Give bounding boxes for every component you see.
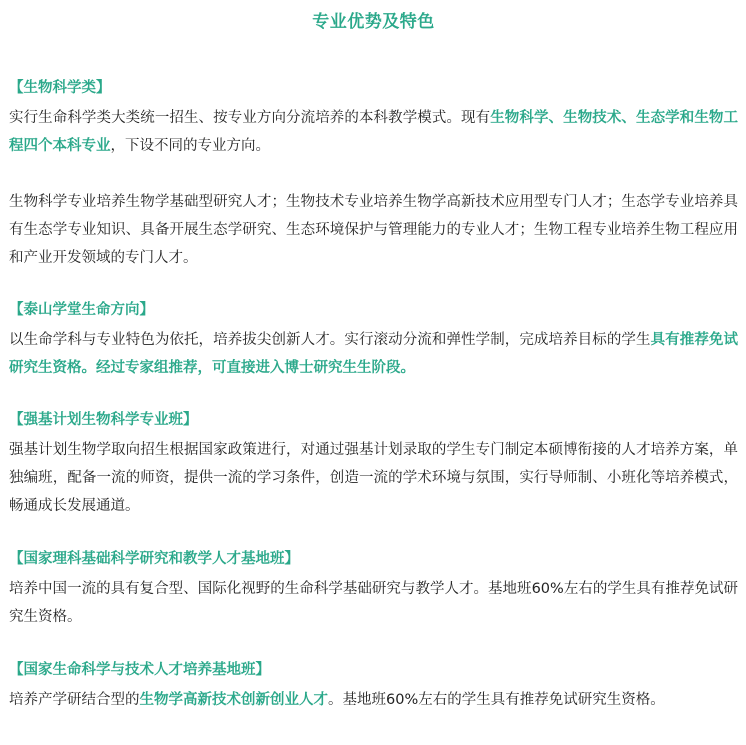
section-life-tech-base	[9, 658, 738, 714]
section-paragraph: 强基计划生物学取向招生根据国家政策进行，对通过强基计划录取的学生专门制定本硕博衔接的人才培养方案，单独编班，配备一流的师资，提供一流的学习条件，创造一流的学术环境与氛围，实行导师制、小班化等培养模式，畅通成长发展通道。	[9, 442, 738, 514]
title-wrap	[9, 0, 738, 34]
section-paragraph	[9, 326, 738, 382]
paragraph-text: 培养产学研结合型的	[9, 692, 140, 708]
section-heading: 【强基计划生物科学专业班】	[9, 412, 198, 428]
section-biology	[9, 76, 738, 272]
section-qiangji	[9, 408, 738, 520]
section-heading: 【生物科学类】	[9, 80, 111, 96]
highlight-text: 生物学高新技术创新创业人才	[139, 692, 328, 708]
section-heading: 【泰山学堂生命方向】	[9, 302, 154, 318]
title-part-2: 及特色	[382, 12, 435, 32]
section-science-base	[9, 547, 738, 631]
section-heading: 【国家理科基础科学研究和教学人才基地班】	[9, 551, 299, 567]
section-paragraph	[9, 686, 738, 714]
section-paragraph	[9, 104, 738, 160]
title-highlight: 优势	[347, 12, 383, 32]
paragraph-text: 以生命学科与专业特色为依托，培养拔尖创新人才。实行滚动分流和弹性学制，完成培养目标的学生	[9, 332, 651, 348]
highlight-text: 具有推荐免试研究生资格。经过专家组推荐，可直接进入博士研究生生阶段。	[9, 332, 739, 376]
highlight-text: 生物科学、生物技术、生态学和生物工程四个本科专业	[9, 110, 739, 154]
paragraph-text: 。基地班60%左右的学生具有推荐免试研究生资格。	[328, 692, 665, 708]
section-heading: 【国家生命科学与技术人才培养基地班】	[9, 662, 270, 678]
section-taishan	[9, 298, 738, 382]
title-part-1: 专业	[312, 12, 348, 32]
page-title	[312, 10, 435, 34]
section-paragraph: 培养中国一流的具有复合型、国际化视野的生命科学基础研究与教学人才。基地班60%左右的学生具有推荐免试研究生资格。	[9, 581, 738, 625]
paragraph-text: 实行生命科学类大类统一招生、按专业方向分流培养的本科教学模式。现有	[9, 110, 491, 126]
paragraph-text: ，下设不同的专业方向。	[110, 138, 270, 154]
section-paragraph: 生物科学专业培养生物学基础型研究人才；生物技术专业培养生物学高新技术应用型专门人才；生态学专业培养具有生态学专业知识、具备开展生态学研究、生态环境保护与管理能力的专业人才；生物工程专业培养生物工程应用和产业开发领域的专门人才。	[9, 194, 738, 266]
